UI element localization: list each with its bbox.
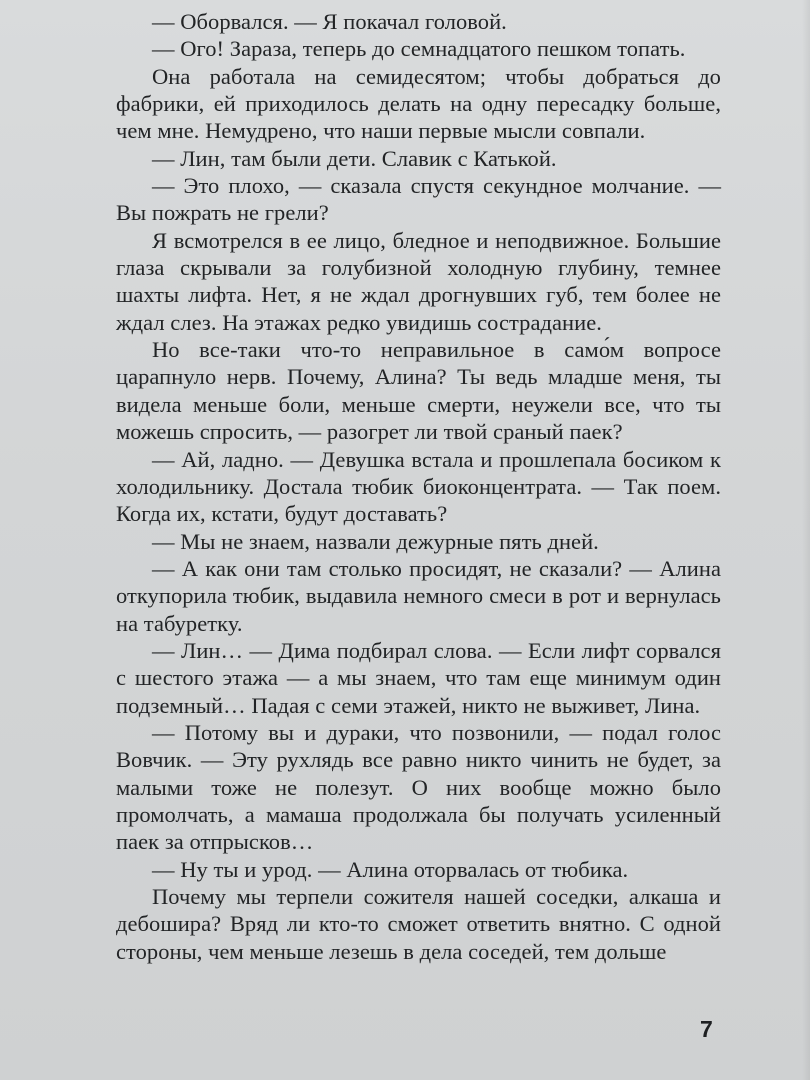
paragraph: Она работала на семидесятом; чтобы добраться до фабрики, ей приходилось делать на одну пересадку больше, чем мне. Немудрено, что наши первые мысли совпали. (116, 63, 721, 144)
paragraph: Я всмотрелся в ее лицо, бледное и неподвижное. Большие глаза скрывали за голубизной холодную глубину, темнее шахты лифта. Нет, я не ждал дрогнувших губ, тем более не ждал слез. На этажах редко увидишь сострадание. (116, 227, 721, 335)
paragraph: — Ну ты и урод. — Алина оторвалась от тюбика. (152, 856, 629, 882)
body-text (116, 8, 721, 965)
paragraph: — Ай, ладно. — Девушка встала и прошлепала босиком к холодильнику. Достала тюбик биоконцентрата. — Так поем. Когда их, кстати, будут доставать? (116, 446, 721, 527)
paragraph: — Лин… — Дима подбирал слова. — Если лифт сорвался с шестого этажа — а мы знаем, что там еще минимум один подземный… Падая с семи этажей, никто не выживет, Лина. (116, 637, 721, 718)
paragraph: Почему мы терпели сожителя нашей соседки, алкаша и дебошира? Вряд ли кто-то сможет ответить внятно. С одной стороны, чем меньше лезешь в дела соседей, тем дольше (116, 884, 721, 964)
paragraph: — Лин, там были дети. Славик с Катькой. (152, 145, 557, 171)
paragraph: — Это плохо, — сказала спустя секундное молчание. — Вы пожрать не грели? (116, 173, 721, 226)
page-number: 7 (700, 1016, 713, 1042)
page-edge-shadow (802, 0, 810, 1080)
paragraph: Но все-таки что-то неправильное в само́м вопросе царапнуло нерв. Почему, Алина? Ты ведь младше меня, ты видела меньше боли, меньше смерти, неужели все, что ты можешь спросить, — разогрет ли твой сраный паек? (116, 337, 721, 445)
paragraph: — Мы не знаем, назвали дежурные пять дней. (152, 528, 599, 554)
paragraph: — Ого! Зараза, теперь до семнадцатого пешком топать. (152, 36, 686, 62)
paragraph: — А как они там столько просидят, не сказали? — Алина откупорила тюбик, выдавила немного смеси в рот и вернулась на табуретку. (116, 555, 721, 636)
paragraph: — Потому вы и дураки, что позвонили, — подал голос Вовчик. — Эту рухлядь все равно никто чинить не будет, за малыми тоже не полезут. О них вообще можно было промолчать, а мамаша продолжала бы получать усиленный паек за отпрысков… (116, 719, 721, 855)
paragraph: — Оборвался. — Я покачал головой. (152, 9, 507, 34)
